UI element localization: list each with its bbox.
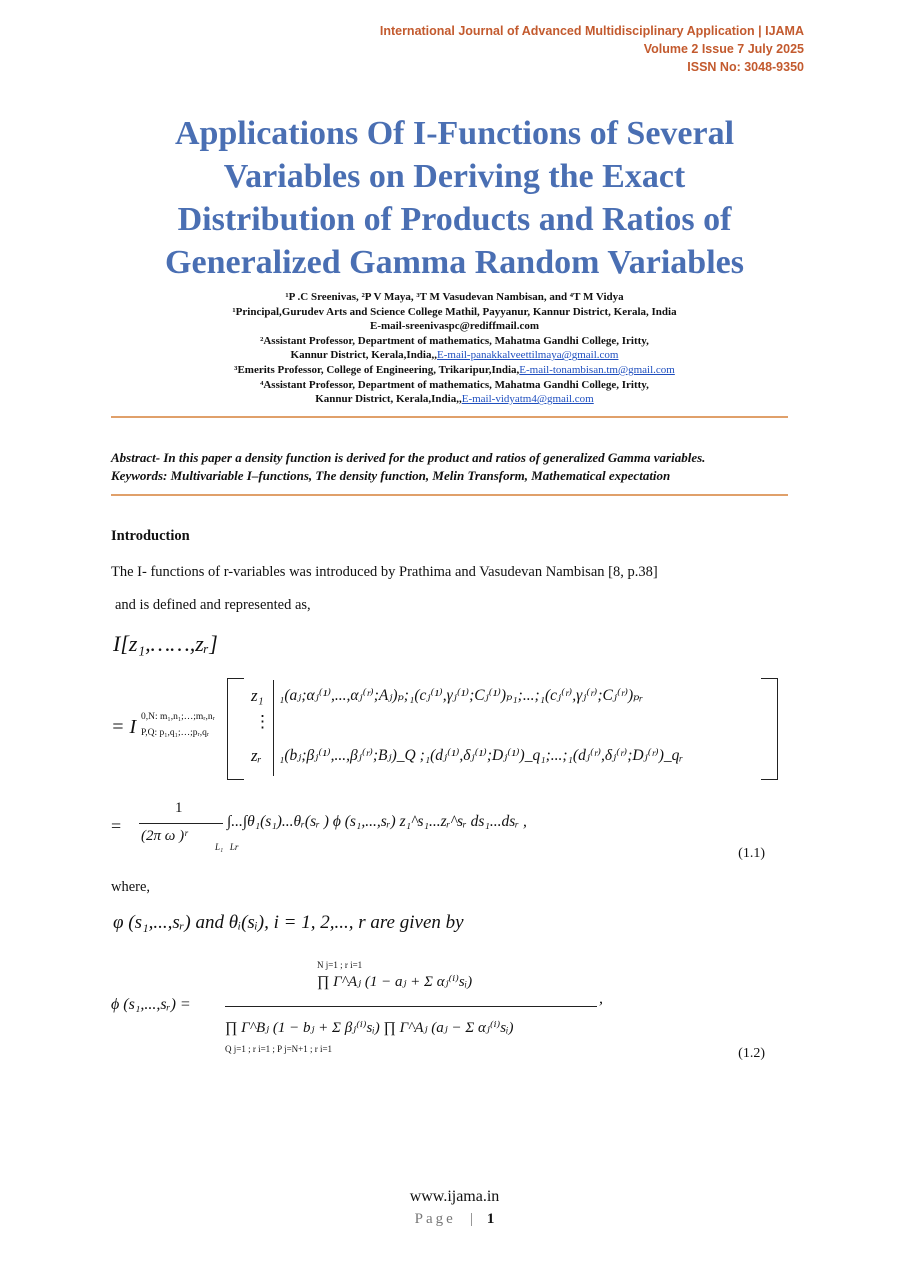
journal-issn: ISSN No: 3048-9350 [687, 60, 804, 74]
intro-paragraph-2: and is defined and represented as, [115, 597, 311, 613]
phi-den-limits: Q j=1 ; r i=1 ; P j=N+1 ; r i=1 [225, 1044, 333, 1054]
eq-left-bracket [227, 678, 244, 780]
phi-numerator: ∏ Γ^Aⱼ (1 − aⱼ + Σ αⱼ⁽ⁱ⁾sᵢ) [317, 974, 473, 990]
eq-right-bracket [761, 678, 778, 780]
affiliation-2: ²Assistant Professor, Department of mathematics, Mahatma Gandhi College, Iritty, [260, 334, 649, 347]
equation-integral [111, 800, 751, 860]
affiliation-4-cont [0, 392, 909, 407]
affiliation-2-location: Kannur District, Kerala,India,, [290, 349, 437, 362]
int-fraction-bar [139, 823, 223, 824]
divider-bottom [111, 494, 788, 496]
abstract-block [111, 449, 811, 485]
email-3-link[interactable]: E-mail-tonambisan.tm@gmail.com [519, 363, 675, 376]
title-line-4: Generalized Gamma Random Variables [165, 244, 744, 281]
abstract-text: Abstract- In this paper a density function is derived for the product and ratios of generalized Gamma variables. [111, 450, 706, 465]
eq-vertical-bar [273, 680, 274, 776]
affiliation-2-cont [0, 348, 909, 363]
eq-vdots: ⋮ [254, 712, 271, 731]
phi-num-limits: N j=1 ; r i=1 [317, 960, 363, 970]
eq-superscript: 0,N: m₁,n₁;…;mᵣ,nᵣ [141, 712, 215, 722]
email-2-link[interactable]: E-mail-panakkalveettilmaya@gmail.com [437, 349, 619, 362]
section-heading-introduction: Introduction [111, 528, 190, 544]
eq-row-2: ₁(bⱼ;βⱼ⁽¹⁾,...,βⱼ⁽ʳ⁾;Bⱼ)_Q ;₁(dⱼ⁽¹⁾,δⱼ⁽¹⁾;Dⱼ⁽¹⁾)_q₁;...;₁(dⱼ⁽ʳ⁾,δⱼ⁽ʳ⁾;Dⱼ⁽ʳ⁾)_qᵣ [279, 747, 684, 764]
journal-volume: Volume 2 Issue 7 July 2025 [643, 42, 804, 56]
eq-prefix: = I [111, 716, 137, 738]
int-equals: = [111, 816, 122, 836]
where-text: where, [111, 879, 151, 895]
title-line-3: Distribution of Products and Ratios of [177, 201, 732, 238]
phi-denominator: ∏ Γ^Bⱼ (1 − bⱼ + Σ βⱼ⁽ⁱ⁾sᵢ) ∏ Γ^Aⱼ (aⱼ − Σ αⱼ⁽ⁱ⁾sᵢ) [225, 1020, 514, 1036]
footer-page [0, 1210, 909, 1228]
email-1: E-mail-sreenivaspc@rediffmail.com [370, 320, 539, 333]
eq-zr: zᵣ [251, 746, 262, 765]
affiliation-4: ⁴Assistant Professor, Department of mathematics, Mahatma Gandhi College, Iritty, [260, 378, 649, 391]
paper-title [0, 112, 909, 284]
email-4-link[interactable]: E-mail-vidyatm4@gmail.com [461, 393, 594, 406]
author-names: ¹P .C Sreenivas, ²P V Maya, ³T M Vasudevan Nambisan, and ⁴T M Vidya [285, 291, 624, 303]
int-numerator: 1 [175, 800, 183, 816]
author-block [0, 290, 909, 407]
eq-z1: z₁ [251, 686, 264, 705]
journal-name: International Journal of Advanced Multidisciplinary Application | IJAMA [379, 24, 804, 38]
keywords-text: Keywords: Multivariable I–functions, The density function, Melin Transform, Mathematical expectation [111, 468, 671, 483]
int-body: ∫...∫θ₁(s₁)...θᵣ(sᵣ ) ϕ (s₁,...,sᵣ) z₁^s₁...zᵣ^sᵣ ds₁...dsᵣ , [227, 813, 527, 830]
title-line-2: Variables on Deriving the Exact [223, 158, 686, 195]
int-limits: L₁ Lr [215, 842, 239, 852]
eq-row-1: ₁(aⱼ;αⱼ⁽¹⁾,...,αⱼ⁽ʳ⁾;Aⱼ)ₚ;₁(cⱼ⁽¹⁾,γⱼ⁽¹⁾;Cⱼ⁽¹⁾)ₚ₁;...;₁(cⱼ⁽ʳ⁾,γⱼ⁽ʳ⁾;Cⱼ⁽ʳ⁾)ₚᵣ [279, 687, 644, 704]
divider-top [111, 416, 788, 418]
intro-paragraph-1: The I- functions of r-variables was introduced by Prathima and Vasudevan Nambisan [8, p.38] [111, 564, 658, 580]
footer-url[interactable]: www.ijama.in [409, 1188, 500, 1205]
equation-lhs: I[z₁,……,zᵣ] [113, 631, 218, 656]
title-line-1: Applications Of I-Functions of Several [174, 115, 735, 152]
phi-comma: , [599, 990, 603, 1007]
int-denominator: (2π ω )ʳ [141, 828, 188, 844]
page-separator: | [469, 1211, 473, 1227]
given-statement: φ (s₁,...,sᵣ) and θᵢ(sᵢ), i = 1, 2,..., r are given by [113, 912, 464, 933]
phi-lhs: ϕ (s₁,...,sᵣ) = [111, 996, 191, 1013]
equation-i-function [111, 680, 791, 780]
page-number: 1 [486, 1211, 495, 1227]
affiliation-3-text: ³Emerits Professor, College of Engineering, Trikaripur,India, [234, 363, 520, 376]
affiliation-4-location: Kannur District, Kerala,India,, [315, 393, 462, 406]
equation-phi [111, 960, 631, 1060]
affiliation-3 [0, 363, 909, 378]
eq-subscript: P,Q: p₁,q₁;…;pᵣ,qᵣ [141, 728, 209, 738]
equation-number-1-2: (1.2) [738, 1046, 765, 1061]
page-label: Page [414, 1211, 456, 1227]
affiliation-1: ¹Principal,Gurudev Arts and Science College Mathil, Payyanur, Kannur District, Kerala, India [232, 305, 677, 318]
equation-number-1-1: (1.1) [738, 846, 765, 861]
phi-fraction-bar [225, 1006, 597, 1007]
